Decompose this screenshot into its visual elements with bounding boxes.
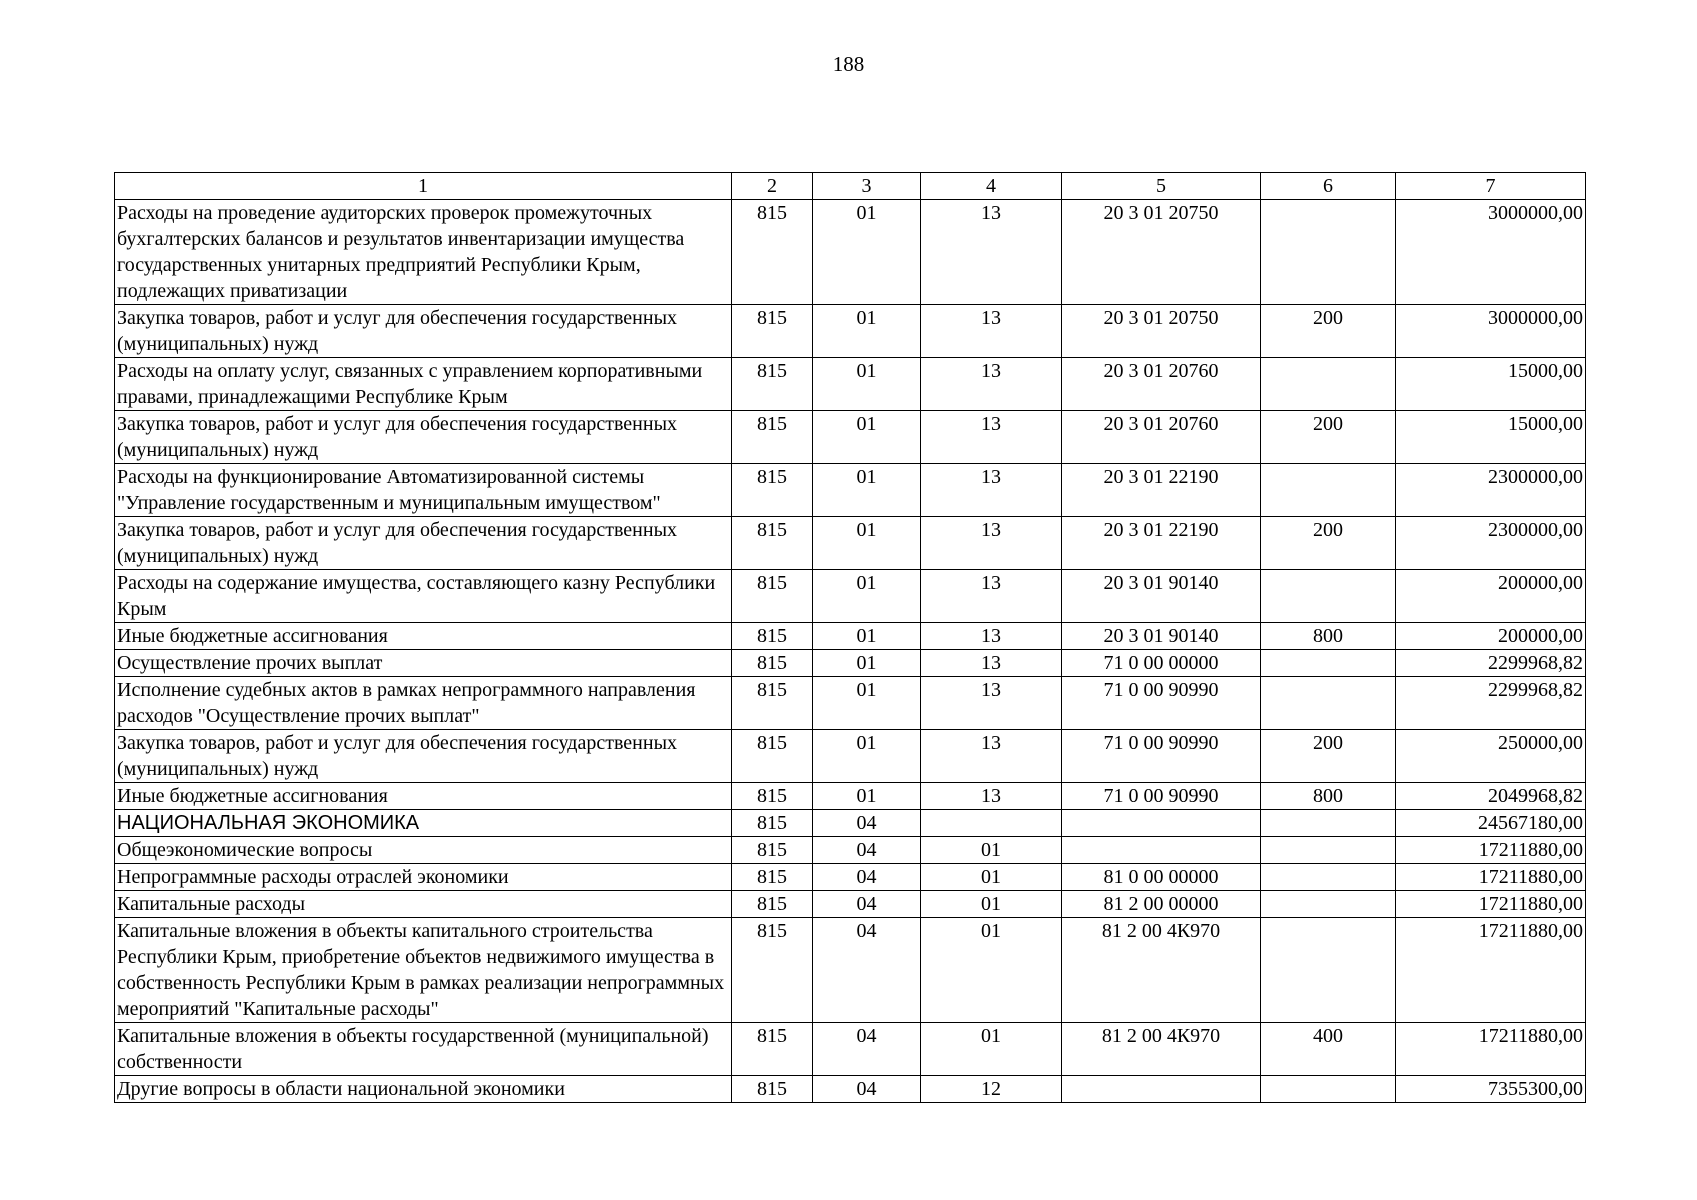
section-code-cell: 04 bbox=[813, 918, 921, 1023]
expense-type-cell: 800 bbox=[1261, 783, 1396, 810]
ministry-code-cell: 815 bbox=[732, 464, 813, 517]
section-code-cell: 01 bbox=[813, 650, 921, 677]
amount-cell: 3000000,00 bbox=[1396, 305, 1586, 358]
section-code-cell: 04 bbox=[813, 891, 921, 918]
amount-cell: 200000,00 bbox=[1396, 570, 1586, 623]
amount-cell: 3000000,00 bbox=[1396, 200, 1586, 305]
column-header: 2 bbox=[732, 173, 813, 200]
section-code-cell: 01 bbox=[813, 305, 921, 358]
amount-cell: 2300000,00 bbox=[1396, 464, 1586, 517]
column-header: 6 bbox=[1261, 173, 1396, 200]
subsection-code-cell: 13 bbox=[921, 411, 1062, 464]
column-header: 3 bbox=[813, 173, 921, 200]
target-article-cell: 81 2 00 00000 bbox=[1062, 891, 1261, 918]
expense-name-cell: Закупка товаров, работ и услуг для обеспечения государственных (муниципальных) нужд bbox=[115, 305, 732, 358]
ministry-code-cell: 815 bbox=[732, 200, 813, 305]
expense-type-cell bbox=[1261, 570, 1396, 623]
expense-type-cell bbox=[1261, 810, 1396, 837]
column-header: 1 bbox=[115, 173, 732, 200]
expense-type-cell bbox=[1261, 864, 1396, 891]
expense-type-cell: 800 bbox=[1261, 623, 1396, 650]
subsection-code-cell: 13 bbox=[921, 200, 1062, 305]
table-row bbox=[115, 918, 1586, 1023]
amount-cell: 2299968,82 bbox=[1396, 677, 1586, 730]
expense-name-cell: Закупка товаров, работ и услуг для обеспечения государственных (муниципальных) нужд bbox=[115, 730, 732, 783]
section-code-cell: 04 bbox=[813, 864, 921, 891]
column-header: 7 bbox=[1396, 173, 1586, 200]
subsection-code-cell: 01 bbox=[921, 891, 1062, 918]
table-body bbox=[115, 200, 1586, 1103]
ministry-code-cell: 815 bbox=[732, 411, 813, 464]
expense-name-cell: Исполнение судебных актов в рамках непрограммного направления расходов "Осуществление прочих выплат" bbox=[115, 677, 732, 730]
table-row bbox=[115, 650, 1586, 677]
subsection-code-cell: 13 bbox=[921, 623, 1062, 650]
subsection-code-cell: 13 bbox=[921, 570, 1062, 623]
ministry-code-cell: 815 bbox=[732, 1076, 813, 1103]
target-article-cell: 81 0 00 00000 bbox=[1062, 864, 1261, 891]
subsection-code-cell: 13 bbox=[921, 650, 1062, 677]
expense-type-cell bbox=[1261, 358, 1396, 411]
table-row bbox=[115, 1023, 1586, 1076]
expense-name-cell: Иные бюджетные ассигнования bbox=[115, 783, 732, 810]
target-article-cell: 71 0 00 90990 bbox=[1062, 677, 1261, 730]
target-article-cell: 20 3 01 90140 bbox=[1062, 570, 1261, 623]
target-article-cell: 71 0 00 90990 bbox=[1062, 730, 1261, 783]
amount-cell: 250000,00 bbox=[1396, 730, 1586, 783]
expense-name-cell: Расходы на проведение аудиторских проверок промежуточных бухгалтерских балансов и результатов инвентаризации имущества государственных унитарных предприятий Республики Крым, подлежащих приватизации bbox=[115, 200, 732, 305]
amount-cell: 2299968,82 bbox=[1396, 650, 1586, 677]
amount-cell: 24567180,00 bbox=[1396, 810, 1586, 837]
target-article-cell: 81 2 00 4К970 bbox=[1062, 1023, 1261, 1076]
ministry-code-cell: 815 bbox=[732, 1023, 813, 1076]
expense-type-cell bbox=[1261, 650, 1396, 677]
table-row bbox=[115, 864, 1586, 891]
subsection-code-cell: 01 bbox=[921, 837, 1062, 864]
column-header: 5 bbox=[1062, 173, 1261, 200]
expense-name-cell: Капитальные расходы bbox=[115, 891, 732, 918]
section-code-cell: 01 bbox=[813, 411, 921, 464]
column-header: 4 bbox=[921, 173, 1062, 200]
expense-name-cell: Расходы на оплату услуг, связанных с управлением корпоративными правами, принадлежащими Республике Крым bbox=[115, 358, 732, 411]
target-article-cell: 71 0 00 90990 bbox=[1062, 783, 1261, 810]
expense-type-cell: 200 bbox=[1261, 305, 1396, 358]
expense-name-cell: Капитальные вложения в объекты государственной (муниципальной) собственности bbox=[115, 1023, 732, 1076]
expense-type-cell bbox=[1261, 464, 1396, 517]
subsection-code-cell: 13 bbox=[921, 305, 1062, 358]
page-number: 188 bbox=[832, 52, 865, 76]
amount-cell: 200000,00 bbox=[1396, 623, 1586, 650]
section-code-cell: 01 bbox=[813, 570, 921, 623]
subsection-code-cell: 01 bbox=[921, 918, 1062, 1023]
section-code-cell: 01 bbox=[813, 358, 921, 411]
expense-type-cell bbox=[1261, 1076, 1396, 1103]
expense-name-cell: Капитальные вложения в объекты капитального строительства Республики Крым, приобретение объектов недвижимого имущества в собственность Республики Крым в рамках реализации непрограммных мероприятий "Капитальные расходы" bbox=[115, 918, 732, 1023]
expense-name-cell: Общеэкономические вопросы bbox=[115, 837, 732, 864]
subsection-code-cell: 12 bbox=[921, 1076, 1062, 1103]
subsection-code-cell: 13 bbox=[921, 730, 1062, 783]
expense-name-cell: НАЦИОНАЛЬНАЯ ЭКОНОМИКА bbox=[115, 810, 732, 837]
table-row bbox=[115, 1076, 1586, 1103]
expense-name-cell: Закупка товаров, работ и услуг для обеспечения государственных (муниципальных) нужд bbox=[115, 411, 732, 464]
section-code-cell: 04 bbox=[813, 837, 921, 864]
expense-type-cell bbox=[1261, 677, 1396, 730]
budget-table bbox=[114, 172, 1586, 1103]
ministry-code-cell: 815 bbox=[732, 623, 813, 650]
expense-name-cell: Непрограммные расходы отраслей экономики bbox=[115, 864, 732, 891]
table-row bbox=[115, 200, 1586, 305]
target-article-cell bbox=[1062, 810, 1261, 837]
target-article-cell: 20 3 01 22190 bbox=[1062, 464, 1261, 517]
amount-cell: 7355300,00 bbox=[1396, 1076, 1586, 1103]
section-code-cell: 04 bbox=[813, 810, 921, 837]
amount-cell: 15000,00 bbox=[1396, 411, 1586, 464]
ministry-code-cell: 815 bbox=[732, 677, 813, 730]
expense-name-cell: Закупка товаров, работ и услуг для обеспечения государственных (муниципальных) нужд bbox=[115, 517, 732, 570]
section-code-cell: 01 bbox=[813, 464, 921, 517]
subsection-code-cell: 13 bbox=[921, 358, 1062, 411]
section-code-cell: 01 bbox=[813, 517, 921, 570]
expense-name-cell: Расходы на функционирование Автоматизированной системы "Управление государственным и муниципальным имуществом" bbox=[115, 464, 732, 517]
table-row bbox=[115, 570, 1586, 623]
ministry-code-cell: 815 bbox=[732, 730, 813, 783]
ministry-code-cell: 815 bbox=[732, 650, 813, 677]
table-row bbox=[115, 411, 1586, 464]
amount-cell: 17211880,00 bbox=[1396, 837, 1586, 864]
table-row bbox=[115, 677, 1586, 730]
ministry-code-cell: 815 bbox=[732, 570, 813, 623]
expense-name-cell: Иные бюджетные ассигнования bbox=[115, 623, 732, 650]
section-code-cell: 04 bbox=[813, 1076, 921, 1103]
target-article-cell: 20 3 01 22190 bbox=[1062, 517, 1261, 570]
section-code-cell: 01 bbox=[813, 730, 921, 783]
expense-type-cell bbox=[1261, 837, 1396, 864]
subsection-code-cell: 13 bbox=[921, 464, 1062, 517]
ministry-code-cell: 815 bbox=[732, 864, 813, 891]
table-row bbox=[115, 837, 1586, 864]
amount-cell: 17211880,00 bbox=[1396, 864, 1586, 891]
subsection-code-cell: 13 bbox=[921, 517, 1062, 570]
expense-name-cell: Расходы на содержание имущества, составляющего казну Республики Крым bbox=[115, 570, 732, 623]
expense-type-cell: 200 bbox=[1261, 517, 1396, 570]
ministry-code-cell: 815 bbox=[732, 305, 813, 358]
subsection-code-cell: 13 bbox=[921, 677, 1062, 730]
table-row bbox=[115, 623, 1586, 650]
table-row bbox=[115, 891, 1586, 918]
expense-name-cell: Осуществление прочих выплат bbox=[115, 650, 732, 677]
table-row bbox=[115, 305, 1586, 358]
expense-name-cell: Другие вопросы в области национальной экономики bbox=[115, 1076, 732, 1103]
target-article-cell: 71 0 00 00000 bbox=[1062, 650, 1261, 677]
subsection-code-cell: 01 bbox=[921, 864, 1062, 891]
amount-cell: 17211880,00 bbox=[1396, 1023, 1586, 1076]
subsection-code-cell: 13 bbox=[921, 783, 1062, 810]
section-code-cell: 04 bbox=[813, 1023, 921, 1076]
section-code-cell: 01 bbox=[813, 783, 921, 810]
amount-cell: 15000,00 bbox=[1396, 358, 1586, 411]
ministry-code-cell: 815 bbox=[732, 358, 813, 411]
ministry-code-cell: 815 bbox=[732, 837, 813, 864]
expense-type-cell: 200 bbox=[1261, 411, 1396, 464]
subsection-code-cell: 01 bbox=[921, 1023, 1062, 1076]
expense-type-cell bbox=[1261, 918, 1396, 1023]
ministry-code-cell: 815 bbox=[732, 810, 813, 837]
table-row bbox=[115, 358, 1586, 411]
target-article-cell: 81 2 00 4К970 bbox=[1062, 918, 1261, 1023]
amount-cell: 17211880,00 bbox=[1396, 918, 1586, 1023]
table-row bbox=[115, 783, 1586, 810]
amount-cell: 2049968,82 bbox=[1396, 783, 1586, 810]
amount-cell: 17211880,00 bbox=[1396, 891, 1586, 918]
expense-type-cell bbox=[1261, 200, 1396, 305]
ministry-code-cell: 815 bbox=[732, 918, 813, 1023]
amount-cell: 2300000,00 bbox=[1396, 517, 1586, 570]
target-article-cell bbox=[1062, 837, 1261, 864]
expense-type-cell bbox=[1261, 891, 1396, 918]
subsection-code-cell bbox=[921, 810, 1062, 837]
target-article-cell: 20 3 01 90140 bbox=[1062, 623, 1261, 650]
section-code-cell: 01 bbox=[813, 623, 921, 650]
ministry-code-cell: 815 bbox=[732, 891, 813, 918]
target-article-cell: 20 3 01 20760 bbox=[1062, 358, 1261, 411]
ministry-code-cell: 815 bbox=[732, 517, 813, 570]
ministry-code-cell: 815 bbox=[732, 783, 813, 810]
target-article-cell bbox=[1062, 1076, 1261, 1103]
target-article-cell: 20 3 01 20750 bbox=[1062, 305, 1261, 358]
expense-type-cell: 200 bbox=[1261, 730, 1396, 783]
expense-type-cell: 400 bbox=[1261, 1023, 1396, 1076]
section-row bbox=[115, 810, 1586, 837]
target-article-cell: 20 3 01 20750 bbox=[1062, 200, 1261, 305]
section-code-cell: 01 bbox=[813, 677, 921, 730]
target-article-cell: 20 3 01 20760 bbox=[1062, 411, 1261, 464]
table-row bbox=[115, 464, 1586, 517]
table-row bbox=[115, 730, 1586, 783]
table-row bbox=[115, 517, 1586, 570]
section-code-cell: 01 bbox=[813, 200, 921, 305]
column-number-row bbox=[115, 173, 1586, 200]
